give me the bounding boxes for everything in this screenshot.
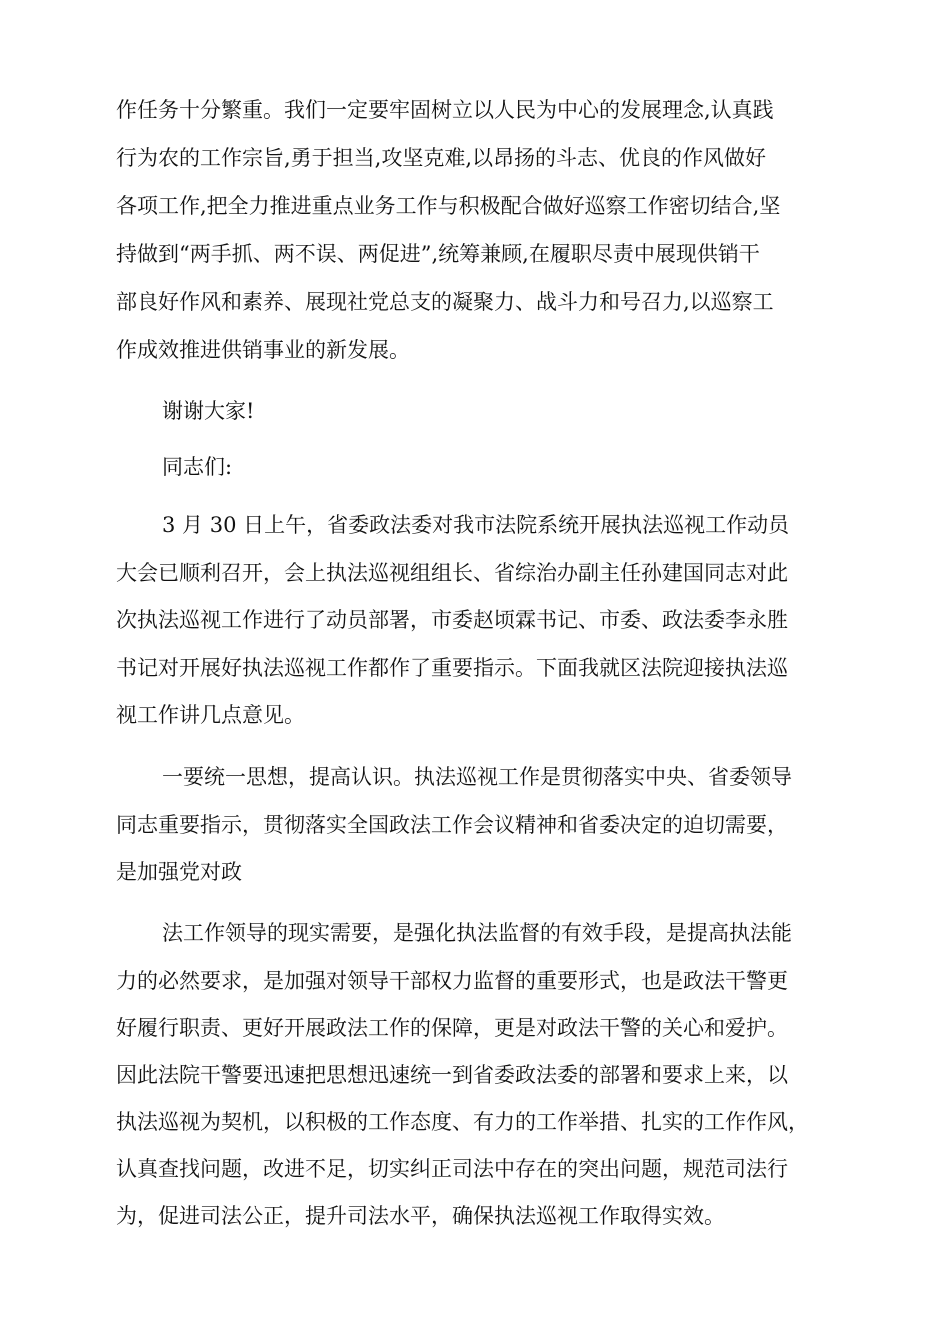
text-line: 力的必然要求，是加强对领导干部权力监督的重要形式，也是政法干警更 [116,969,788,993]
text-line: 一要统一思想，提高认识。执法巡视工作是贯彻落实中央、省委领导 [162,765,792,789]
text-line: 好履行职责、更好开展政法工作的保障，更是对政法干警的关心和爱护。 [116,1016,788,1040]
text-line: 执法巡视为契机，以积极的工作态度、有力的工作举措、扎实的工作作风， [116,1110,809,1134]
text-line: 持做到“两手抓、两不误、两促进”,统筹兼顾,在履职尽责中展现供销干 [116,242,760,266]
text-line: 书记对开展好执法巡视工作都作了重要指示。下面我就区法院迎接执法巡 [116,656,788,680]
text-line: 作成效推进供销事业的新发展。 [116,338,410,362]
text-line: 部良好作风和素养、展现社党总支的凝聚力、战斗力和号召力,以巡察工 [116,290,774,314]
text-line: 因此法院干警要迅速把思想迅速统一到省委政法委的部署和要求上来，以 [116,1063,788,1087]
text-line: 为，促进司法公正，提升司法水平，确保执法巡视工作取得实效。 [116,1204,725,1228]
text-line: 大会已顺利召开，会上执法巡视组组长、省综治办副主任孙建国同志对此 [116,561,788,585]
text-line: 行为农的工作宗旨,勇于担当,攻坚克难,以昂扬的斗志、优良的作风做好 [116,146,767,170]
text-line: 视工作讲几点意见。 [116,703,305,727]
text-line: 同志们: [162,455,233,479]
text-line: 谢谢大家! [162,399,255,423]
text-line: 同志重要指示，贯彻落实全国政法工作会议精神和省委决定的迫切需要， [116,813,788,837]
text-line: 法工作领导的现实需要，是强化执法监督的有效手段，是提高执法能 [162,921,792,945]
text-line: 是加强党对政 [116,860,242,884]
text-line: 作任务十分繁重。我们一定要牢固树立以人民为中心的发展理念,认真践 [116,98,774,122]
text-line: 次执法巡视工作进行了动员部署，市委赵顷霖书记、市委、政法委李永胜 [116,608,788,632]
text-line: 各项工作,把全力推进重点业务工作与积极配合做好巡察工作密切结合,坚 [116,194,781,218]
text-line: 3 月 30 日上午，省委政法委对我市法院系统开展执法巡视工作动员 [162,513,790,537]
text-line: 认真查找问题，改进不足，切实纠正司法中存在的突出问题，规范司法行 [116,1157,788,1181]
